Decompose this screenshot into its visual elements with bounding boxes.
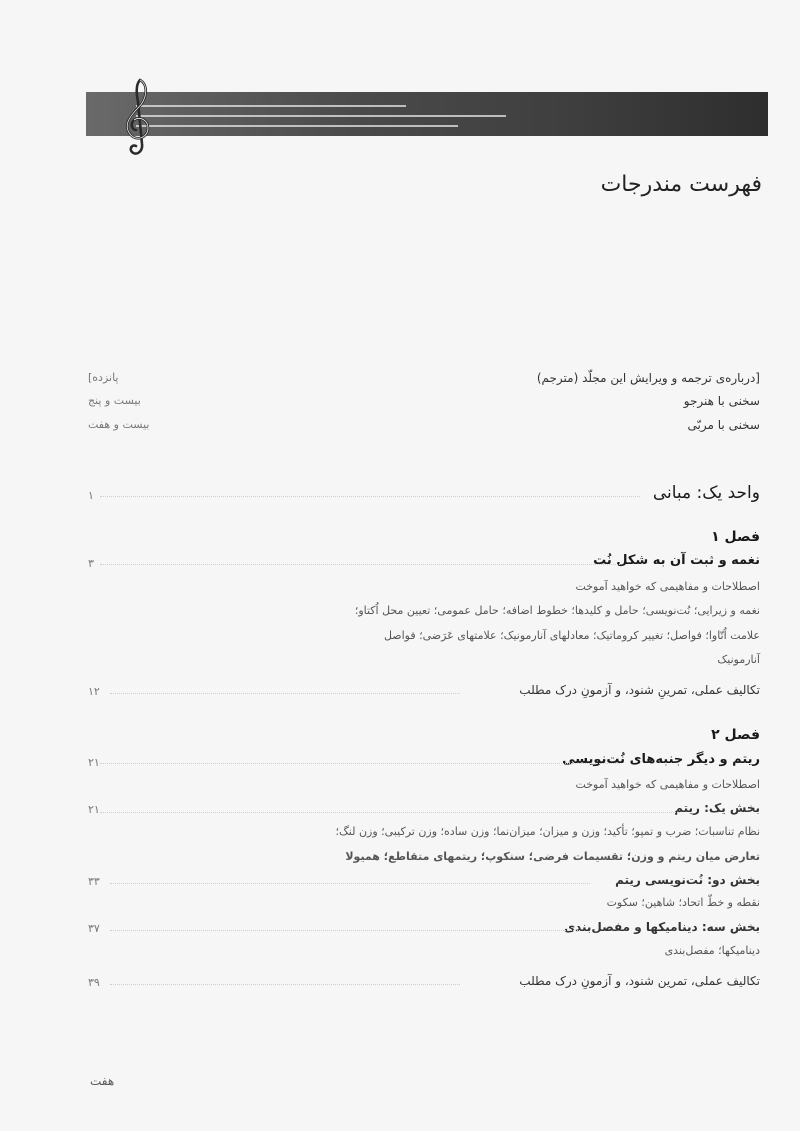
- chapter2-label: فصل ۲: [711, 727, 760, 743]
- leader-dots: [110, 930, 580, 931]
- unit-title: واحد یک: مبانی: [652, 483, 760, 503]
- toc-entry-page: پانزده]: [88, 371, 119, 384]
- toc-entry-title: سخنی با هنرجو: [683, 394, 760, 408]
- chapter1-terms-line: نغمه و زیرایی؛ نُت‌نویسی؛ حامل و کلیدها؛ خطوط اضافه؛ حامل عمومی؛ تعیین محل اُکتاو؛: [354, 604, 760, 617]
- part1-page: ۲۱: [88, 803, 100, 816]
- leader-dots: [100, 763, 620, 764]
- part3-title: بخش سه: دینامیکها و مفصل‌بندی: [564, 920, 760, 934]
- toc-entry-title: سخنی با مربّی: [687, 418, 760, 432]
- chapter2-title: ریتم و دیگر جنبه‌های نُت‌نویسی: [562, 752, 760, 767]
- page-title: فهرست مندرجات: [600, 172, 762, 197]
- assignments-page: ۳۹: [88, 976, 100, 989]
- part1-line: نظام تناسبات؛ ضرب و تمپو؛ تأکید؛ وزن و میزان؛ میزان‌نما؛ وزن ساده؛ وزن ترکیبی؛ وزن لنگ؛: [335, 825, 760, 838]
- chapter1-label: فصل ۱: [711, 529, 760, 545]
- toc-entry-page: بیست و هفت: [88, 418, 150, 431]
- part2-line: نقطه و خطّ اتحاد؛ شاهین؛ سکوت: [606, 896, 760, 909]
- chapter2-terms-heading: اصطلاحات و مفاهیمی که خواهید آموخت: [575, 778, 760, 791]
- part3-page: ۳۷: [88, 922, 100, 935]
- toc-entry-page: بیست و پنج: [88, 394, 141, 407]
- leader-dots: [100, 496, 640, 497]
- chapter1-page: ۳: [88, 557, 94, 570]
- chapter2-page: ۲۱: [88, 756, 100, 769]
- chapter1-terms-heading: اصطلاحات و مفاهیمی که خواهید آموخت: [575, 580, 760, 593]
- part1-title: بخش یک: ریتم: [674, 801, 760, 815]
- assignments-title: تکالیف عملی، تمرین شنود، و آزمونِ درک مطلب: [519, 974, 760, 988]
- unit-page: ۱: [88, 489, 94, 502]
- chapter1-terms-line: علامت اُتّاوا؛ فواصل؛ تغییر کروماتیک؛ معادلهای آنارمونیک؛ علامتهای عَرَضی؛ فواصل: [383, 629, 760, 642]
- chapter1-terms-line: آنارمونیک: [717, 653, 760, 666]
- part2-title: بخش دو: نُت‌نویسی ریتم: [615, 873, 760, 887]
- leader-dots: [100, 564, 620, 565]
- chapter1-title: نغمه و ثبت آن به شکل نُت: [593, 553, 760, 568]
- part2-page: ۳۳: [88, 875, 100, 888]
- leader-dots: [110, 693, 460, 694]
- leader-dots: [110, 984, 460, 985]
- staff-banner: [86, 92, 768, 136]
- staff-lines: [86, 92, 768, 136]
- assignments-page: ۱۲: [88, 685, 100, 698]
- treble-clef-icon: [118, 74, 158, 160]
- page-number-footer: هفت: [90, 1074, 115, 1088]
- leader-dots: [110, 883, 590, 884]
- part1-line: تعارض میان ریتم و وزن؛ تقسیمات فرضی؛ سنکوپ؛ ریتمهای متقاطع؛ همیولا: [345, 850, 760, 863]
- assignments-title: تکالیف عملی، تمرینِ شنود، و آزمونِ درک مطلب: [519, 683, 760, 697]
- part3-line: دینامیکها؛ مفصل‌بندی: [664, 944, 760, 957]
- toc-entry-title: [درباره‌ی ترجمه و ویرایش این مجلّد (مترجم): [536, 371, 760, 385]
- leader-dots: [100, 812, 680, 813]
